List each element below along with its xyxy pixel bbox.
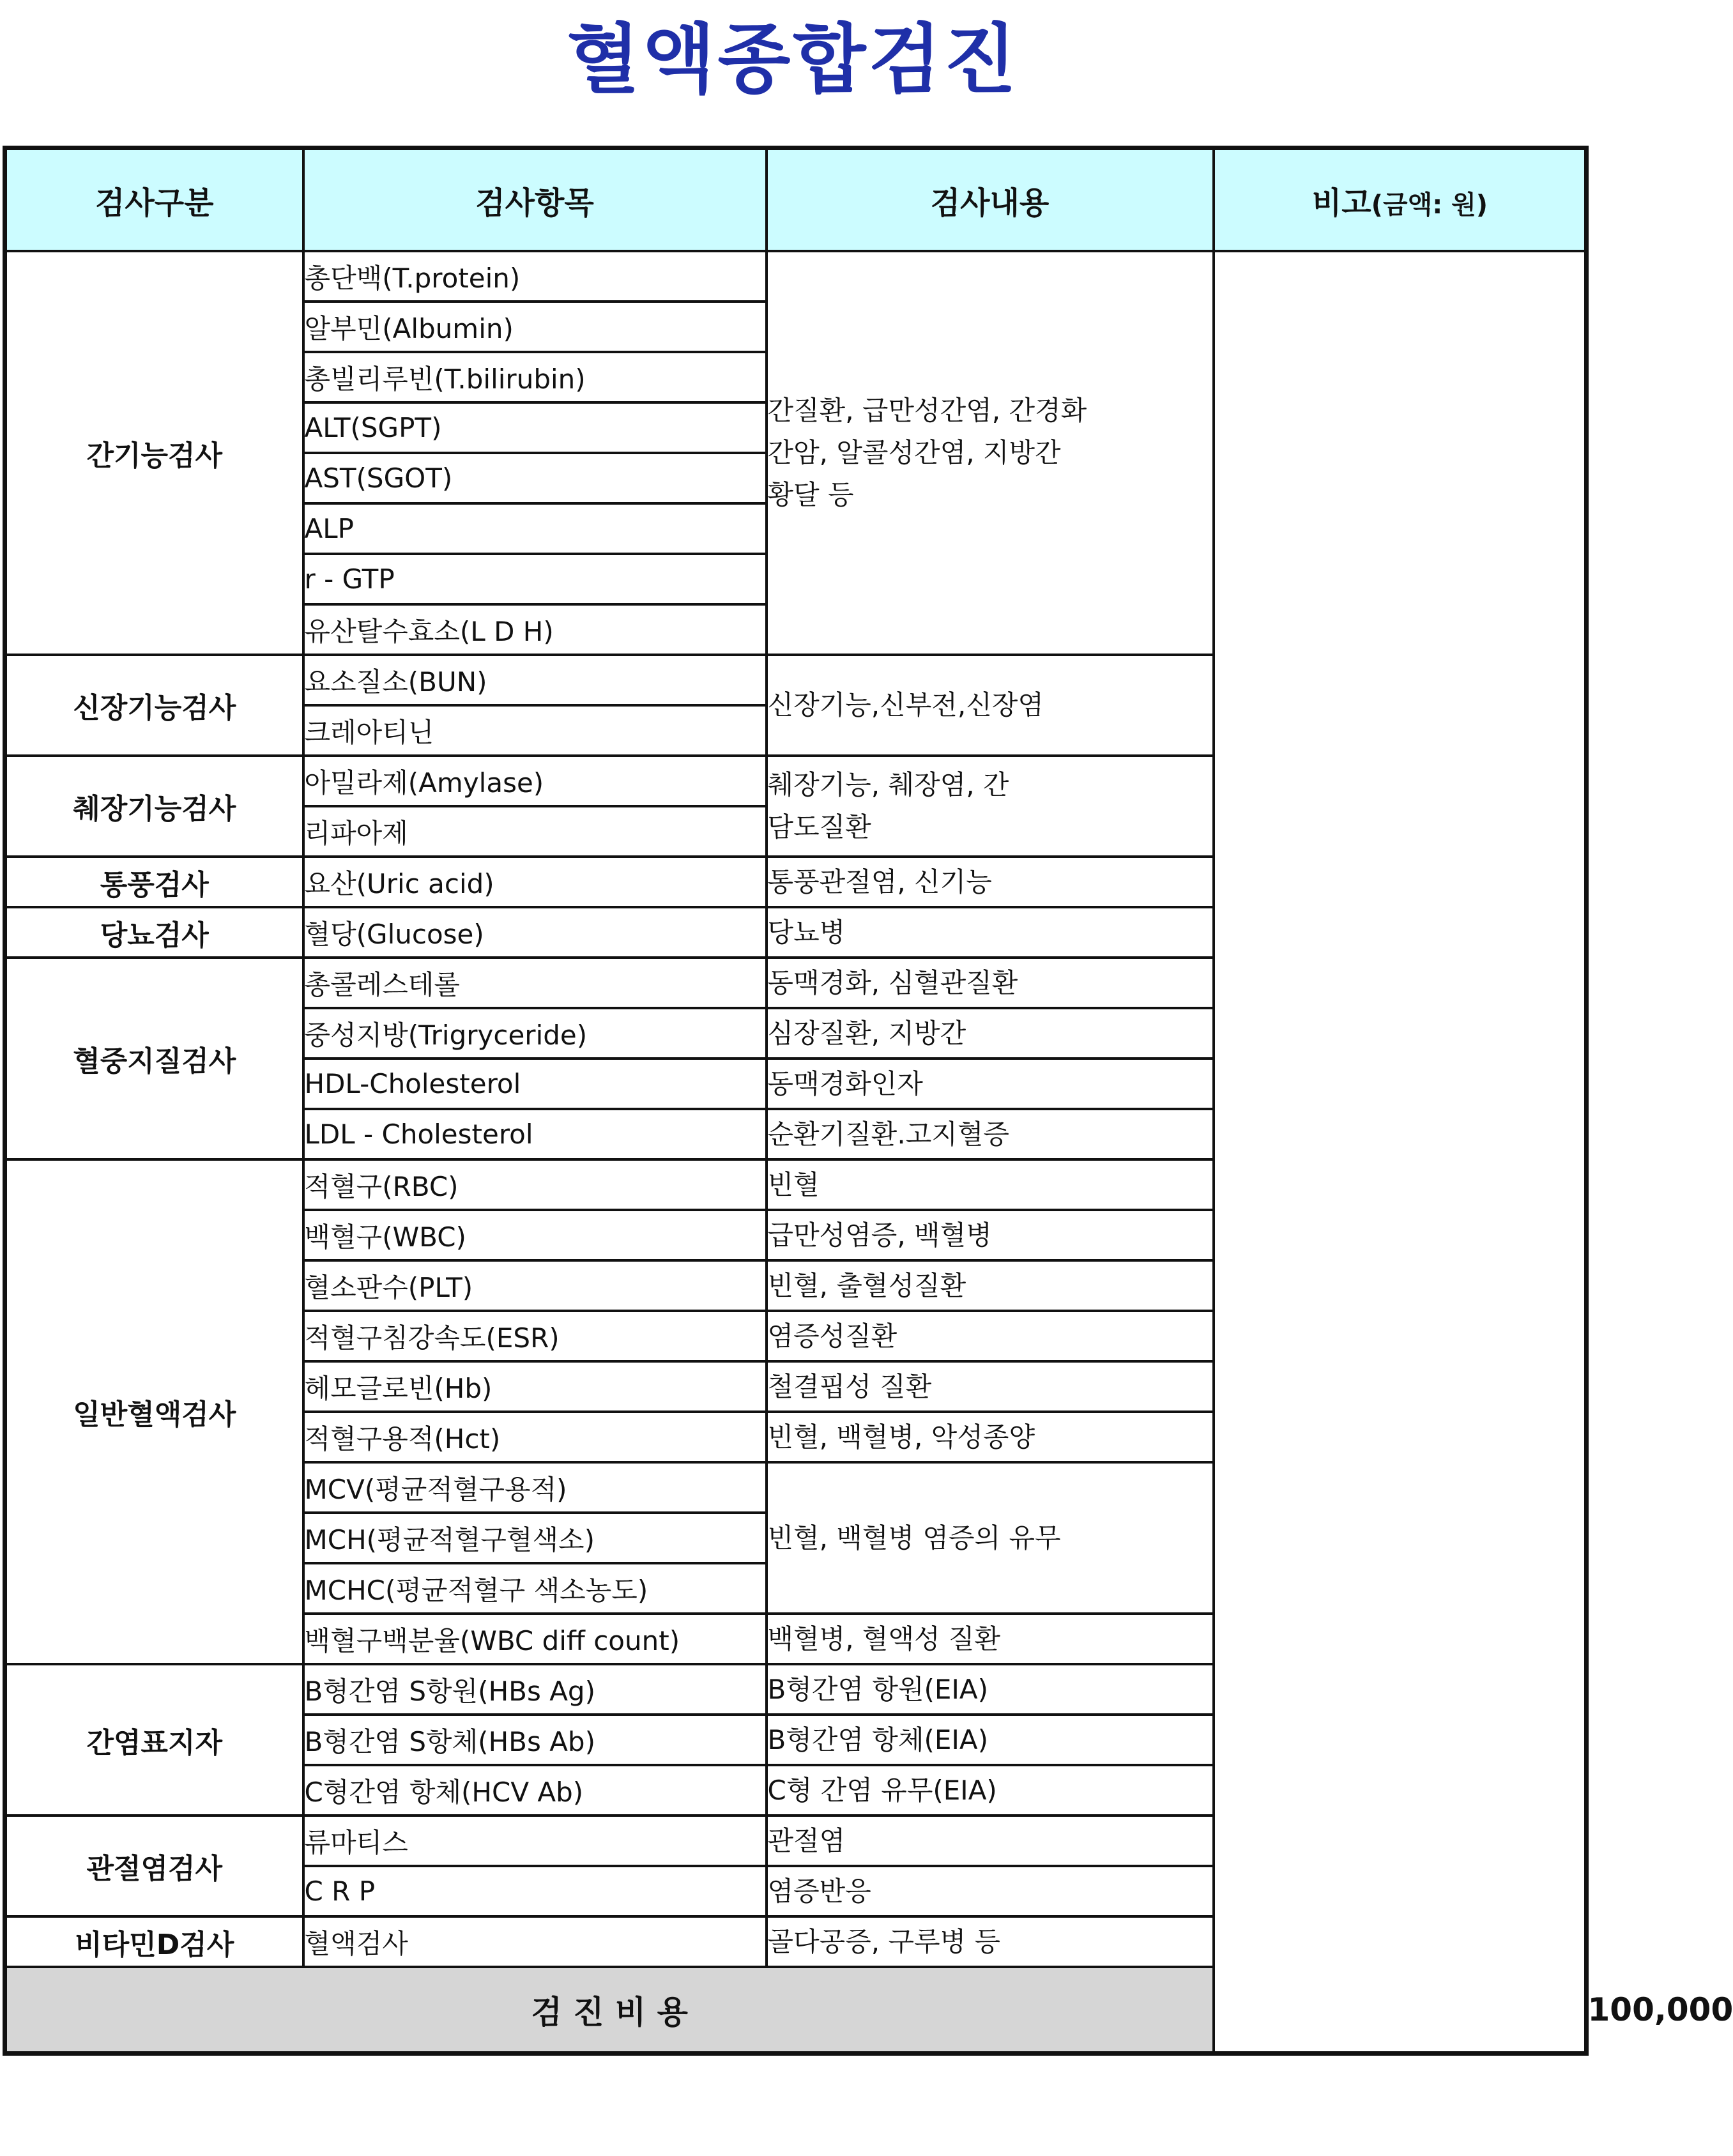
content-cell: 빈혈, 백혈병 염증의 유무 (767, 1462, 1214, 1614)
item-cell: 크레아티닌 (303, 705, 767, 756)
item-cell: 혈당(Glucose) (303, 907, 767, 958)
header-content: 검사내용 (767, 148, 1214, 252)
item-cell: B형간염 S항체(HBs Ab) (303, 1715, 767, 1765)
item-cell: ALP (303, 503, 767, 554)
content-cell: 빈혈, 백혈병, 악성종양 (767, 1412, 1214, 1462)
item-cell: 적혈구침강속도(ESR) (303, 1311, 767, 1361)
item-cell: 유산탈수효소(L D H) (303, 604, 767, 655)
item-cell: 리파아제 (303, 806, 767, 857)
content-line: 간암, 알콜성간염, 지방간 (767, 437, 1061, 468)
category-cell: 일반혈액검사 (5, 1159, 303, 1664)
category-cell: 신장기능검사 (5, 655, 303, 756)
content-line: 췌장기능, 췌장염, 간 (767, 769, 1009, 800)
item-cell: 백혈구백분율(WBC diff count) (303, 1614, 767, 1664)
content-cell: 순환기질환.고지혈증 (767, 1109, 1214, 1159)
item-cell: AST(SGOT) (303, 453, 767, 503)
content-cell: 염증반응 (767, 1866, 1214, 1916)
exam-table (3, 146, 1733, 2056)
page-title: 혈액종합검진 (567, 15, 1019, 103)
item-cell: C R P (303, 1866, 767, 1916)
content-cell: 골다공증, 구루병 등 (767, 1916, 1214, 1967)
header-item: 검사항목 (303, 148, 767, 252)
cost-label: 검 진 비 용 (5, 1967, 1214, 2054)
category-cell: 관절염검사 (5, 1816, 303, 1916)
content-cell: 빈혈, 출혈성질환 (767, 1260, 1214, 1311)
content-line: 간질환, 급만성간염, 간경화 (767, 395, 1087, 426)
category-cell: 당뇨검사 (5, 907, 303, 958)
table-row (5, 251, 1587, 302)
item-cell: 아밀라제(Amylase) (303, 756, 767, 806)
category-cell: 간기능검사 (5, 251, 303, 655)
item-cell: 요소질소(BUN) (303, 655, 767, 705)
header-note (1214, 148, 1587, 252)
category-cell: 췌장기능검사 (5, 756, 303, 857)
content-cell (767, 251, 1214, 655)
item-cell: ALT(SGPT) (303, 402, 767, 453)
category-cell: 간염표지자 (5, 1664, 303, 1816)
content-cell (767, 756, 1214, 857)
content-cell: 통풍관절염, 신기능 (767, 857, 1214, 907)
content-cell: 당뇨병 (767, 907, 1214, 958)
content-cell: 급만성염증, 백혈병 (767, 1210, 1214, 1260)
content-cell: 동맥경화인자 (767, 1059, 1214, 1109)
item-cell: 요산(Uric acid) (303, 857, 767, 907)
item-cell: 알부민(Albumin) (303, 302, 767, 352)
item-cell: 혈액검사 (303, 1916, 767, 1967)
item-cell: r - GTP (303, 554, 767, 604)
item-cell: 적혈구용적(Hct) (303, 1412, 767, 1462)
item-cell: C형간염 항체(HCV Ab) (303, 1765, 767, 1816)
item-cell: 류마티스 (303, 1816, 767, 1866)
content-cell: B형간염 항원(EIA) (767, 1664, 1214, 1715)
content-line: 담도질환 (767, 811, 871, 843)
content-cell: 빈혈 (767, 1159, 1214, 1210)
content-cell: C형 간염 유무(EIA) (767, 1765, 1214, 1816)
category-cell: 혈중지질검사 (5, 958, 303, 1159)
item-cell: 총빌리루빈(T.bilirubin) (303, 352, 767, 402)
item-cell: 총콜레스테롤 (303, 958, 767, 1008)
item-cell: MCH(평균적혈구혈색소) (303, 1513, 767, 1563)
note-cell (1214, 251, 1587, 2054)
content-line: 황달 등 (767, 479, 854, 510)
item-cell: LDL - Cholesterol (303, 1109, 767, 1159)
content-cell: 관절염 (767, 1816, 1214, 1866)
category-cell: 통풍검사 (5, 857, 303, 907)
category-cell: 비타민D검사 (5, 1916, 303, 1967)
item-cell: MCV(평균적혈구용적) (303, 1462, 767, 1513)
content-cell: 동맥경화, 심혈관질환 (767, 958, 1214, 1008)
header-note-main: 비고 (1311, 185, 1371, 221)
content-cell: 염증성질환 (767, 1311, 1214, 1361)
item-cell: MCHC(평균적혈구 색소농도) (303, 1563, 767, 1614)
item-cell: 총단백(T.protein) (303, 251, 767, 302)
content-cell: 신장기능,신부전,신장염 (767, 655, 1214, 756)
content-cell: 철결핍성 질환 (767, 1361, 1214, 1412)
content-cell: B형간염 항체(EIA) (767, 1715, 1214, 1765)
header-category: 검사구분 (5, 148, 303, 252)
item-cell: B형간염 S항원(HBs Ag) (303, 1664, 767, 1715)
content-cell: 심장질환, 지방간 (767, 1008, 1214, 1059)
item-cell: HDL-Cholesterol (303, 1059, 767, 1109)
item-cell: 혈소판수(PLT) (303, 1260, 767, 1311)
cost-row: 검 진 비 용 100,000 (5, 1967, 1587, 2054)
item-cell: 헤모글로빈(Hb) (303, 1361, 767, 1412)
item-cell: 백혈구(WBC) (303, 1210, 767, 1260)
item-cell: 적혈구(RBC) (303, 1159, 767, 1210)
header-note-small: (금액: 원) (1371, 190, 1488, 220)
content-cell: 백혈병, 혈액성 질환 (767, 1614, 1214, 1664)
table-header-row (5, 148, 1587, 252)
item-cell: 중성지방(Trigryceride) (303, 1008, 767, 1059)
